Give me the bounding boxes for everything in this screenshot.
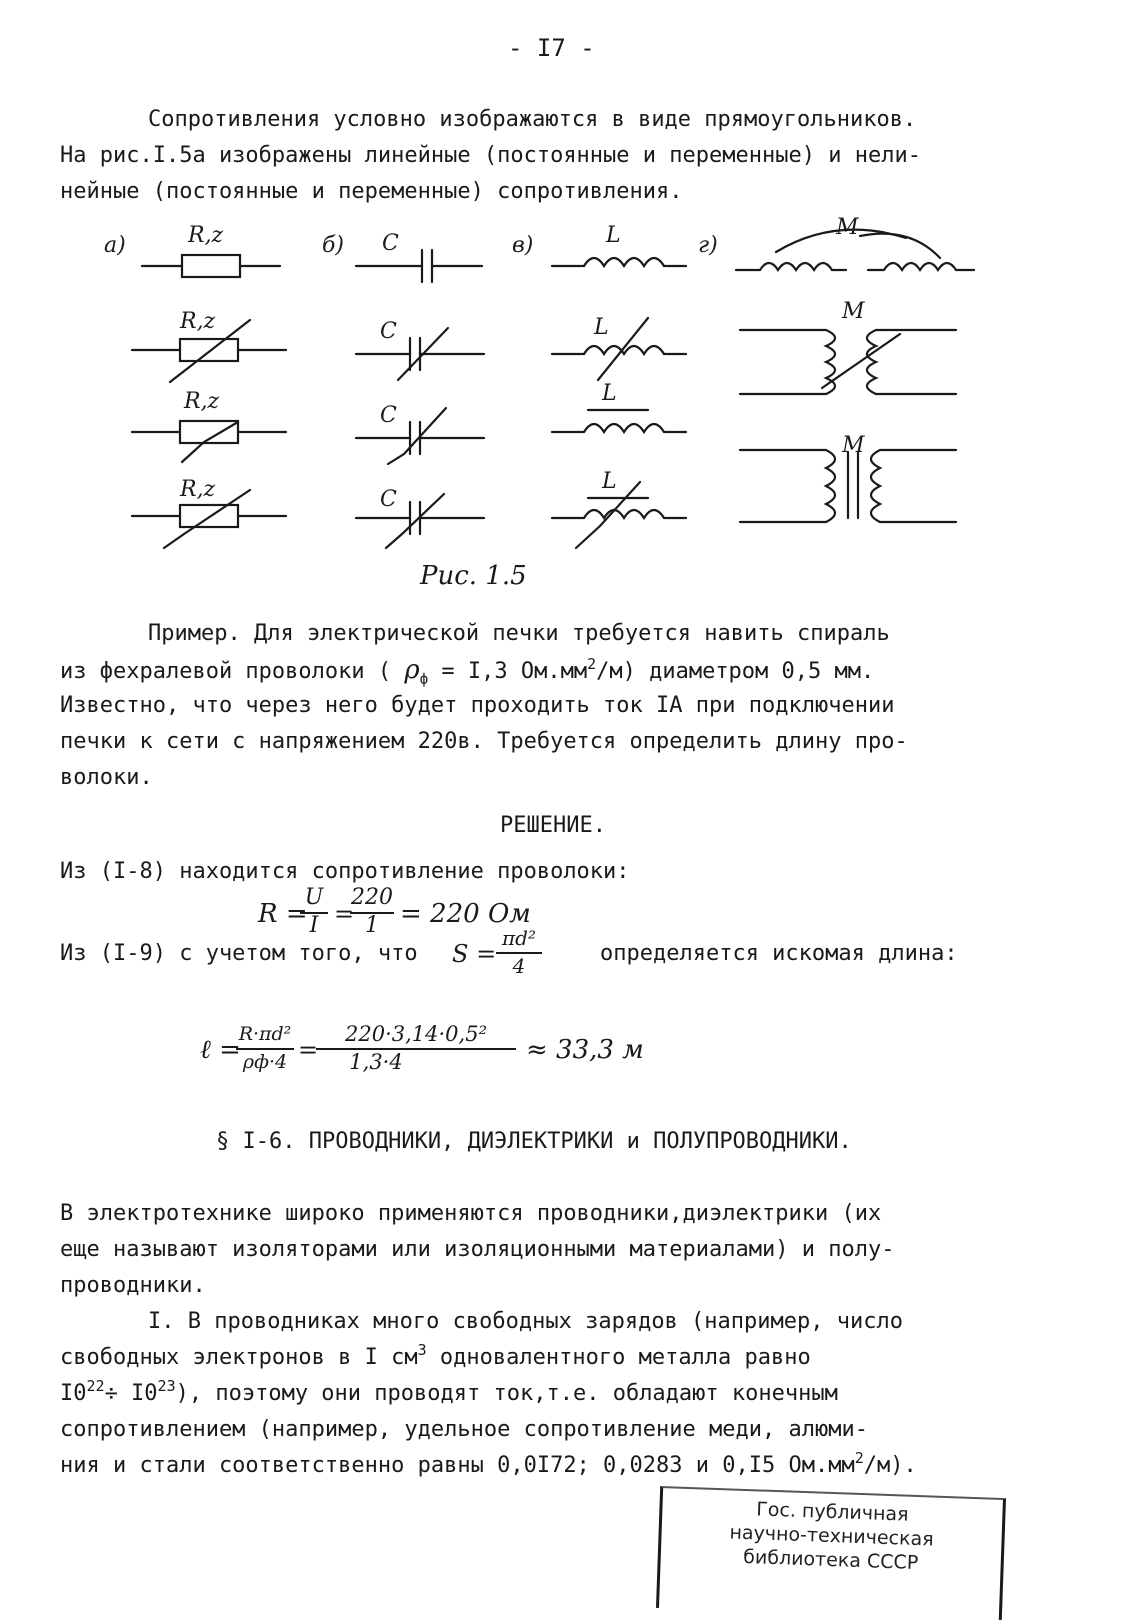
svg-text:L: L (606, 223, 621, 248)
section-line-3: проводники. (60, 1273, 206, 1298)
example-line-4: печки к сети с напряжением 220в. Требуется определить длину про- (60, 729, 908, 754)
section-line-1: В электротехнике широко применяются проводники,диэлектрики (их (60, 1201, 882, 1226)
section-line-4: I. В проводниках много свободных зарядов (например, число (148, 1309, 903, 1334)
section-line-6: $I0^{22}\div I0^{23}$), поэтому они проводят ток,т.е. обладают конечным (60, 1377, 838, 1406)
transformer-variable (740, 299, 956, 394)
example-line-1: Пример. Для электрической печки требуется навить спираль (148, 621, 890, 646)
svg-text:L: L (602, 469, 617, 494)
section-heading: § I-6. ПРОВОДНИКИ, ДИЭЛЕКТРИКИ и ПОЛУПРОВОДНИКИ. (216, 1129, 852, 1154)
svg-text:M: M (842, 299, 865, 324)
label-g: г) (698, 233, 718, 258)
svg-text:C: C (382, 231, 399, 256)
section-line-2: еще называют изоляторами или изоляционными материалами) и полу- (60, 1237, 895, 1262)
stamp-line-3: библиотека СССР (742, 1545, 919, 1575)
stamp-line-1: Гос. публичная (755, 1498, 909, 1526)
svg-text:C: C (380, 319, 397, 344)
svg-text:M: M (836, 215, 859, 240)
resistor-linear-fixed (142, 223, 280, 277)
capacitor-fixed (356, 231, 482, 282)
svg-text:R,z: R,z (184, 389, 220, 414)
example-line-5: волоки. (60, 765, 153, 790)
inductor-core-variable (552, 469, 686, 548)
example-line-2: из фехралевой проволоки ( $\rho_ф = I,3$ $Ом.мм^2/м$) диаметром 0,5 мм. (60, 655, 875, 688)
figure-caption: Рис. 1.5 (420, 561, 527, 591)
inductor-fixed (552, 223, 686, 266)
solution-line-1: Из (I-8) находится сопротивление проволоки: (60, 859, 630, 884)
inductor-with-core (552, 381, 686, 432)
resistor-nonlinear-variable (132, 477, 286, 548)
capacitor-nonlinear (356, 403, 484, 464)
svg-text:L: L (594, 315, 609, 340)
capacitor-nonlinear-variable (356, 487, 484, 548)
intro-line-3: нейные (постоянные и переменные) сопротивления. (60, 179, 683, 204)
figure-1-5 (100, 212, 1000, 602)
svg-text:R,z: R,z (180, 309, 216, 334)
library-stamp (656, 1486, 1006, 1620)
label-v: в) (512, 233, 534, 258)
svg-text:L: L (602, 381, 617, 406)
resistor-nonlinear-fixed (132, 389, 286, 462)
figure-1-5-drawing (100, 212, 1000, 602)
mutual-inductance-coupled-coils (736, 215, 974, 270)
stamp-line-2: научно-техническая (729, 1521, 934, 1551)
solution-line-2: Из (I-9) с учетом того, что (60, 941, 418, 966)
example-line-3: Известно, что через него будет проходить ток IА при подключении (60, 693, 895, 718)
svg-text:R,z: R,z (180, 477, 216, 502)
svg-text:R,z: R,z (188, 223, 224, 248)
section-line-5: свободных электронов в I $см^3$ одновалентного металла равно (60, 1341, 811, 1370)
svg-text:C: C (380, 403, 397, 428)
solution-heading: РЕШЕНИЕ. (500, 813, 606, 838)
intro-line-1: Сопротивления условно изображаются в виде прямоугольников. (148, 107, 917, 132)
label-a: а) (104, 233, 126, 258)
capacitor-variable (356, 319, 484, 380)
resistor-linear-variable (132, 309, 286, 382)
page-number: - I7 - (508, 34, 595, 62)
svg-text:C: C (380, 487, 397, 512)
inductor-variable (552, 315, 686, 380)
section-line-7: сопротивлением (например, удельное сопротивление меди, алюми- (60, 1417, 868, 1442)
svg-text:M: M (842, 433, 865, 458)
label-b: б) (322, 233, 345, 258)
solution-line-2-end: определяется искомая длина: (600, 941, 958, 966)
section-line-8: ния и стали соответственно равны 0,0I72; 0,0283 и 0,I5 $Ом.мм^2/м$). (60, 1449, 917, 1478)
transformer-with-core (740, 433, 956, 522)
intro-line-2: На рис.I.5а изображены линейные (постоянные и переменные) и нели- (60, 143, 921, 168)
